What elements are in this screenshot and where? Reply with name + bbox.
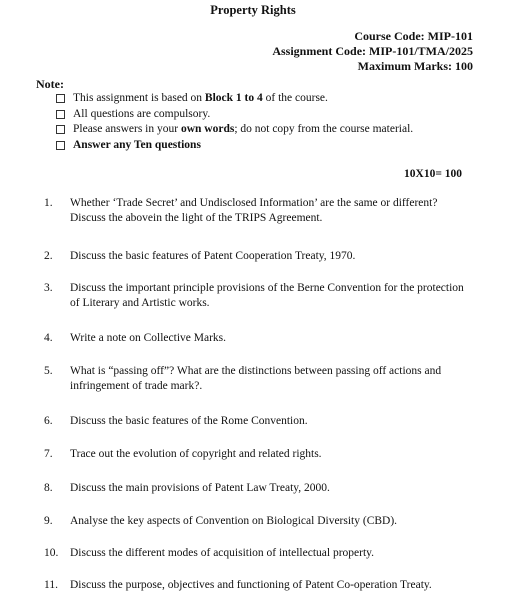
question-text: Analyse the key aspects of Convention on Biological Diversity (CBD). <box>70 515 398 527</box>
question-text: Write a note on Collective Marks. <box>70 332 227 344</box>
question-item <box>44 364 474 394</box>
course-code: Course Code: MIP-101 <box>354 29 473 43</box>
question-number: 6. <box>44 415 53 427</box>
question-item <box>44 546 474 561</box>
question-item <box>44 249 474 264</box>
question-text: Discuss the basic features of Patent Cooperation Treaty, 1970. <box>70 250 356 262</box>
note-item-text: This assignment is based on Block 1 to 4 of the course. <box>73 92 328 104</box>
question-number: 7. <box>44 448 53 460</box>
note-item-text: Please answers in your own words; do not copy from the course material. <box>73 123 414 135</box>
question-number: 8. <box>44 482 53 494</box>
note-item-text: All questions are compulsory. <box>73 107 211 120</box>
question-number: 11. <box>44 579 58 591</box>
question-text: Discuss the purpose, objectives and functioning of Patent Co-operation Treaty. <box>70 579 432 591</box>
question-number: 1. <box>44 197 53 209</box>
question-number: 10. <box>44 547 59 559</box>
document-title: Property Rights <box>210 3 296 17</box>
question-text: What is “passing off”? What are the distinctions between passing off actions and infringement of trade mark?. <box>70 365 442 392</box>
question-text: Discuss the main provisions of Patent Law Treaty, 2000. <box>70 482 330 494</box>
note-item-text: Answer any Ten questions <box>73 138 201 151</box>
maximum-marks: Maximum Marks: 100 <box>357 59 473 73</box>
assignment-code: Assignment Code: MIP-101/TMA/2025 <box>272 44 473 58</box>
question-item <box>44 196 474 226</box>
question-item <box>44 447 474 462</box>
question-text: Discuss the basic features of the Rome Convention. <box>70 415 308 427</box>
question-number: 5. <box>44 365 53 377</box>
question-text: Trace out the evolution of copyright and related rights. <box>70 448 322 460</box>
marks-formula: 10X10= 100 <box>404 168 462 180</box>
question-item <box>44 414 474 429</box>
question-text: Discuss the important principle provisions of the Berne Convention for the protection of Literary and Artistic works. <box>70 282 464 309</box>
question-text: Discuss the different modes of acquisition of intellectual property. <box>70 547 375 559</box>
question-number: 4. <box>44 332 53 344</box>
question-number: 2. <box>44 250 53 262</box>
question-item <box>44 331 474 346</box>
question-item <box>44 514 474 529</box>
question-item <box>44 578 474 593</box>
question-item <box>44 281 474 311</box>
question-text: Whether ‘Trade Secret’ and Undisclosed Information’ are the same or different? Discuss the abovein the light of the TRIPS Agreement. <box>70 197 438 224</box>
question-number: 9. <box>44 515 53 527</box>
question-item <box>44 481 474 496</box>
question-number: 3. <box>44 282 53 294</box>
note-label: Note: <box>36 77 64 91</box>
